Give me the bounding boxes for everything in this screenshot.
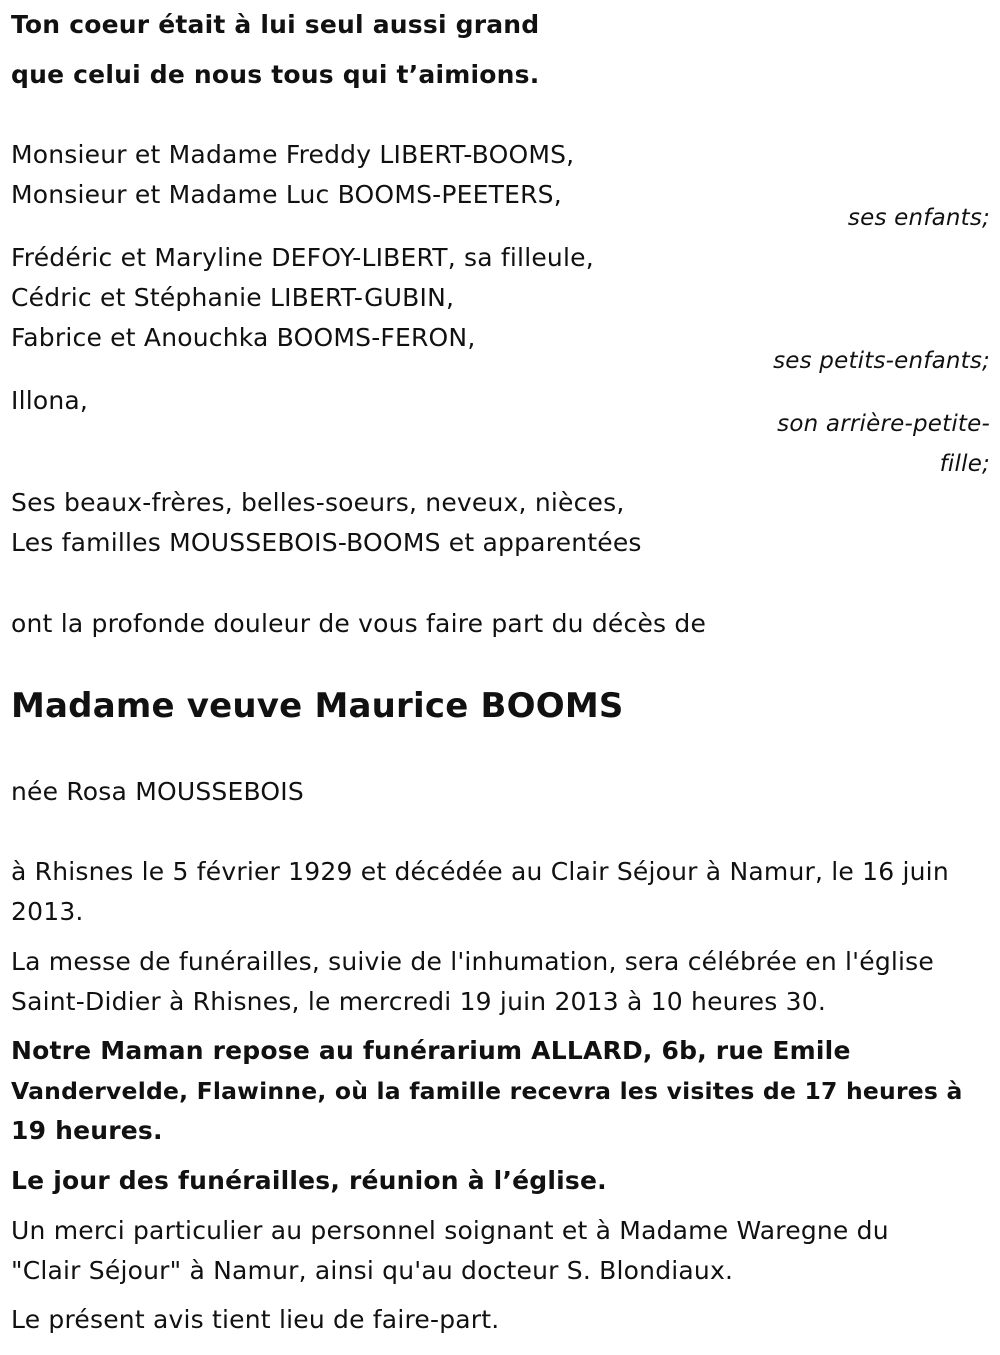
meeting-text: Le jour des funérailles, réunion à l’église. [11, 1166, 607, 1195]
extended-family-line-1: Ses beaux-frères, belles-soeurs, neveux, nièces, [11, 488, 625, 517]
great-grandchild-name: Illona, [11, 386, 89, 415]
maiden-name: née Rosa MOUSSEBOIS [11, 777, 304, 806]
birth-death-line-1: à Rhisnes le 5 février 1929 et décédée au Clair Séjour à Namur, le 16 juin [11, 857, 949, 886]
extended-family-line-2: Les familles MOUSSEBOIS-BOOMS et apparentées [11, 528, 642, 557]
epigraph-line-1: Ton coeur était à lui seul aussi grand [11, 10, 540, 39]
children-relation: ses enfants; [847, 205, 990, 231]
epigraph-line-2: que celui de nous tous qui t’aimions. [11, 60, 540, 89]
funerarium-line-1: Notre Maman repose au funérarium ALLARD, 6b, rue Emile [11, 1036, 851, 1065]
funerarium-line-2: Vandervelde, Flawinne, où la famille recevra les visites de 17 heures à [11, 1077, 963, 1105]
grandchild-name-3: Fabrice et Anouchka BOOMS-FERON, [11, 323, 476, 352]
great-grandchild-relation-2: fille; [939, 451, 990, 477]
child-name-2: Monsieur et Madame Luc BOOMS-PEETERS, [11, 180, 562, 209]
thanks-line-1: Un merci particulier au personnel soignant et à Madame Waregne du [11, 1216, 889, 1245]
closing-text: Le présent avis tient lieu de faire-part. [11, 1305, 500, 1334]
thanks-line-2: "Clair Séjour" à Namur, ainsi qu'au docteur S. Blondiaux. [11, 1256, 734, 1285]
deceased-name: Madame veuve Maurice BOOMS [11, 686, 624, 726]
mass-line-2: Saint-Didier à Rhisnes, le mercredi 19 juin 2013 à 10 heures 30. [11, 987, 826, 1016]
mass-line-1: La messe de funérailles, suivie de l'inhumation, sera célébrée en l'église [11, 947, 934, 976]
child-name-1: Monsieur et Madame Freddy LIBERT-BOOMS, [11, 140, 575, 169]
grandchildren-relation: ses petits-enfants; [773, 348, 990, 374]
grandchild-name-1: Frédéric et Maryline DEFOY-LIBERT, sa filleule, [11, 243, 594, 272]
announcement-text: ont la profonde douleur de vous faire part du décès de [11, 609, 707, 638]
funerarium-line-3: 19 heures. [11, 1116, 163, 1145]
birth-death-line-2: 2013. [11, 897, 84, 926]
grandchild-name-2: Cédric et Stéphanie LIBERT-GUBIN, [11, 283, 455, 312]
great-grandchild-relation-1: son arrière-petite- [777, 411, 990, 437]
